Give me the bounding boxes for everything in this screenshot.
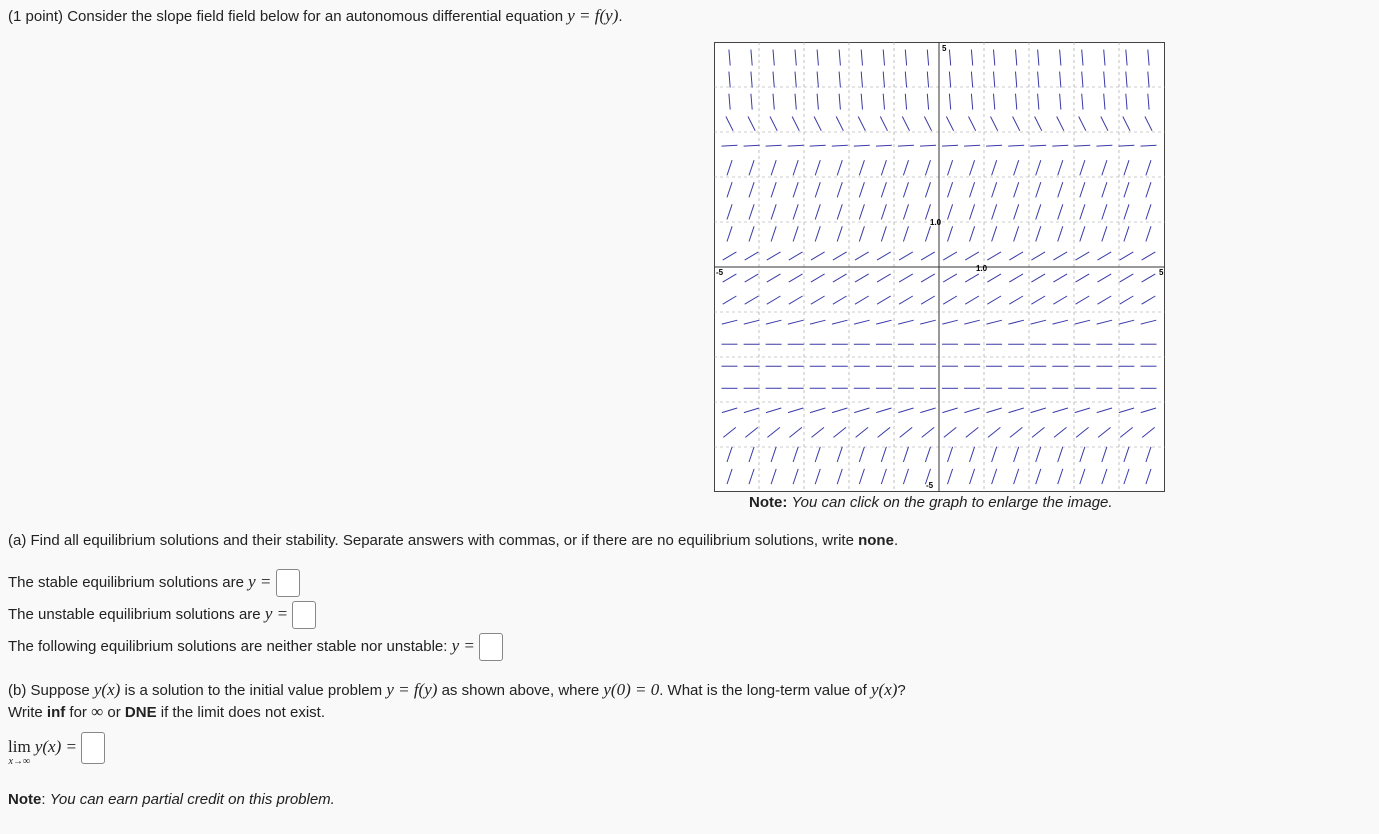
part-b-end: . What is the long-term value of [659,682,867,699]
infinity-symbol: ∞ [91,702,104,721]
intro-text: Consider the slope field field below for an autonomous differential equation [67,8,564,25]
header-equation: y = f(y) [567,6,619,25]
part-b-initial: y(0) = 0 [603,680,660,699]
part-b-mid: is a solution to the initial value problem [124,682,383,699]
part-b-start: (b) Suppose [8,682,90,699]
neither-row [8,632,503,661]
for-word: for [69,704,87,721]
stable-answer-input[interactable] [276,569,300,597]
unstable-y-eq: y = [264,604,289,623]
limit-expression: y(x) = [34,737,77,756]
part-b-question-mark: ? [897,682,906,699]
slope-field-graph[interactable] [714,42,1165,492]
stable-y-eq: y = [248,572,272,591]
tick-x-right: 5 [1159,268,1164,277]
stable-label: The stable equilibrium solutions are [8,574,244,591]
tick-x-left: -5 [716,268,724,277]
unstable-answer-input[interactable] [292,601,316,629]
none-word: none [858,532,894,549]
lim-word: lim [8,737,31,756]
limit-row [8,738,105,768]
write-start: Write [8,704,43,721]
part-b-prompt [8,680,906,700]
limit-operator [8,738,31,768]
or-word: or [107,704,121,721]
part-b-instructions [8,702,325,722]
tick-y-one: 1.0 [930,218,942,227]
lim-subscript: x→∞ [8,756,31,767]
neither-label: The following equilibrium solutions are neither stable nor unstable: [8,638,448,655]
partial-credit-note: Note: You can earn partial credit on this problem. [8,791,335,808]
problem-header: (1 point) Consider the slope field field below for an autonomous differential equation y = f(y). [8,6,623,25]
part-b-yx-2: y(x) [870,680,898,699]
part-b-yx: y(x) [93,680,121,699]
points-label: (1 point) [8,8,64,25]
unstable-row [8,600,316,629]
graph-note [749,494,1113,511]
footer-note-text: You can earn partial credit on this problem. [49,791,335,808]
part-b-equation: y = f(y) [386,680,438,699]
unstable-label: The unstable equilibrium solutions are [8,606,261,623]
graph-note-label: Note: [749,494,788,511]
stable-row [8,568,300,597]
write-end: if the limit does not exist. [160,704,325,721]
part-b-mid2: as shown above, where [441,682,600,699]
limit-answer-input[interactable] [81,732,105,764]
inf-word: inf [46,704,66,721]
tick-y-bottom: -5 [926,481,934,490]
dne-word: DNE [124,704,157,721]
part-a-prompt: (a) Find all equilibrium solutions and their stability. Separate answers with commas, or if there are no equilibrium solutions, write none. [8,532,899,549]
tick-y-top: 5 [942,44,947,53]
neither-y-eq: y = [451,636,475,655]
tick-x-one: 1.0 [976,264,988,273]
neither-answer-input[interactable] [479,633,503,661]
part-a-prompt-text: (a) Find all equilibrium solutions and their stability. Separate answers with commas, or if there are no equilibrium solutions, write [8,532,854,549]
graph-note-text: You can click on the graph to enlarge the image. [791,494,1113,511]
footer-note-label: Note [8,791,42,808]
